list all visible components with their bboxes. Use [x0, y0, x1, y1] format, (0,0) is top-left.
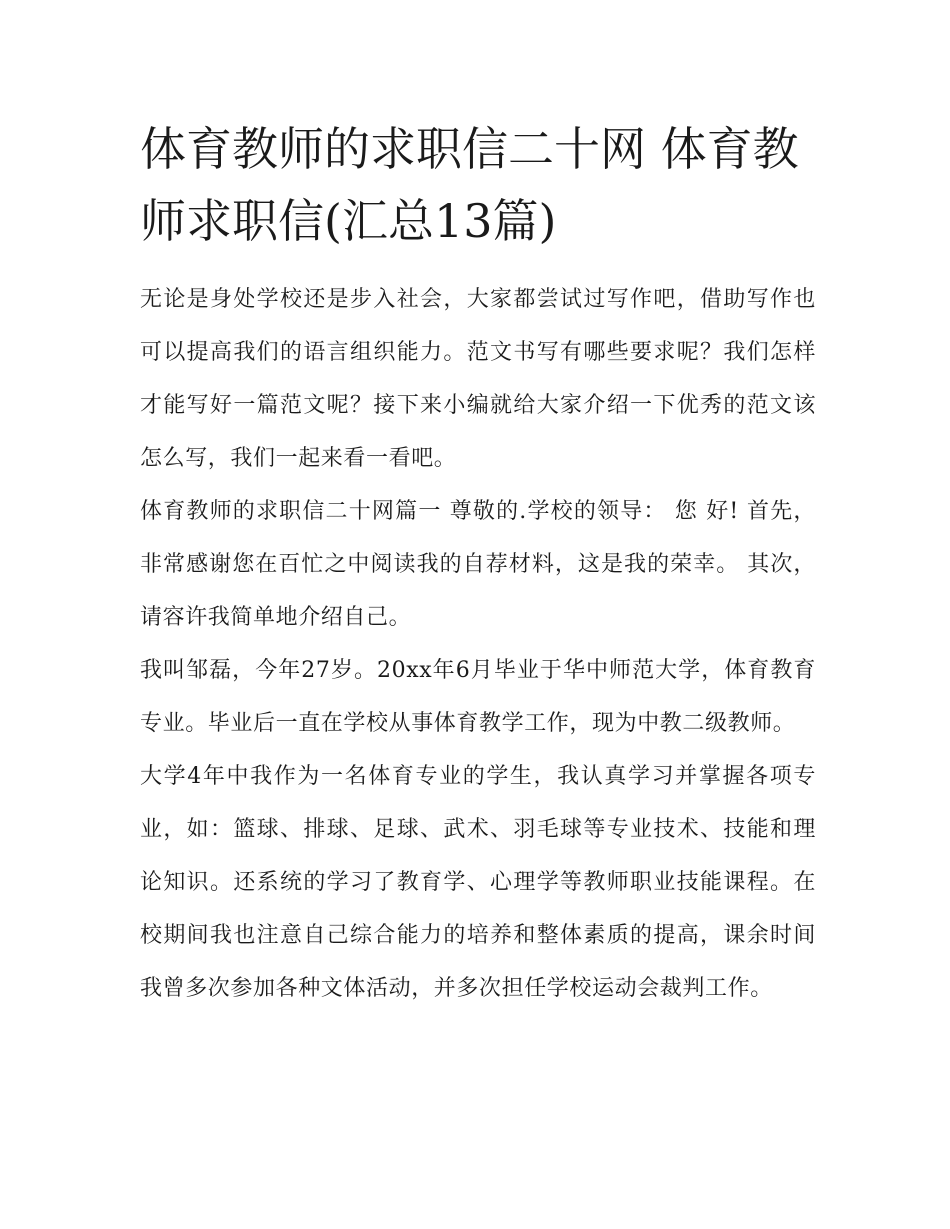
university-experience-paragraph: 大学4年中我作为一名体育专业的学生，我认真学习并掌握各项专业，如：篮球、排球、足球、武术、羽毛球等专业技术、技能和理论知识。还系统的学习了教育学、心理学等教师职业技能课程。在校期间我也注意自己综合能力的培养和整体素质的提高，课余时间我曾多次参加各种文体活动，并多次担任学校运动会裁判工作。 [140, 764, 816, 1001]
document-body [140, 113, 816, 1015]
greeting-paragraph: 体育教师的求职信二十网篇一 尊敬的.学校的领导： 您 好! 首先，非常感谢您在百忙之中阅读我的自荐材料，这是我的荣幸。 其次，请容许我简单地介绍自己。 [140, 499, 816, 630]
document-title: 体育教师的求职信二十网 体育教师求职信(汇总13篇) [140, 122, 799, 248]
self-introduction-paragraph: 我叫邹磊，今年27岁。20xx年6月毕业于华中师范大学，体育教育专业。毕业后一直在学校从事体育教学工作，现为中教二级教师。 [140, 658, 816, 736]
intro-paragraph: 无论是身处学校还是步入社会，大家都尝试过写作吧，借助写作也可以提高我们的语言组织能力。范文书写有哪些要求呢？我们怎样才能写好一篇范文呢？接下来小编就给大家介绍一下优秀的范文该怎么写，我们一起来看一看吧。 [140, 287, 816, 471]
